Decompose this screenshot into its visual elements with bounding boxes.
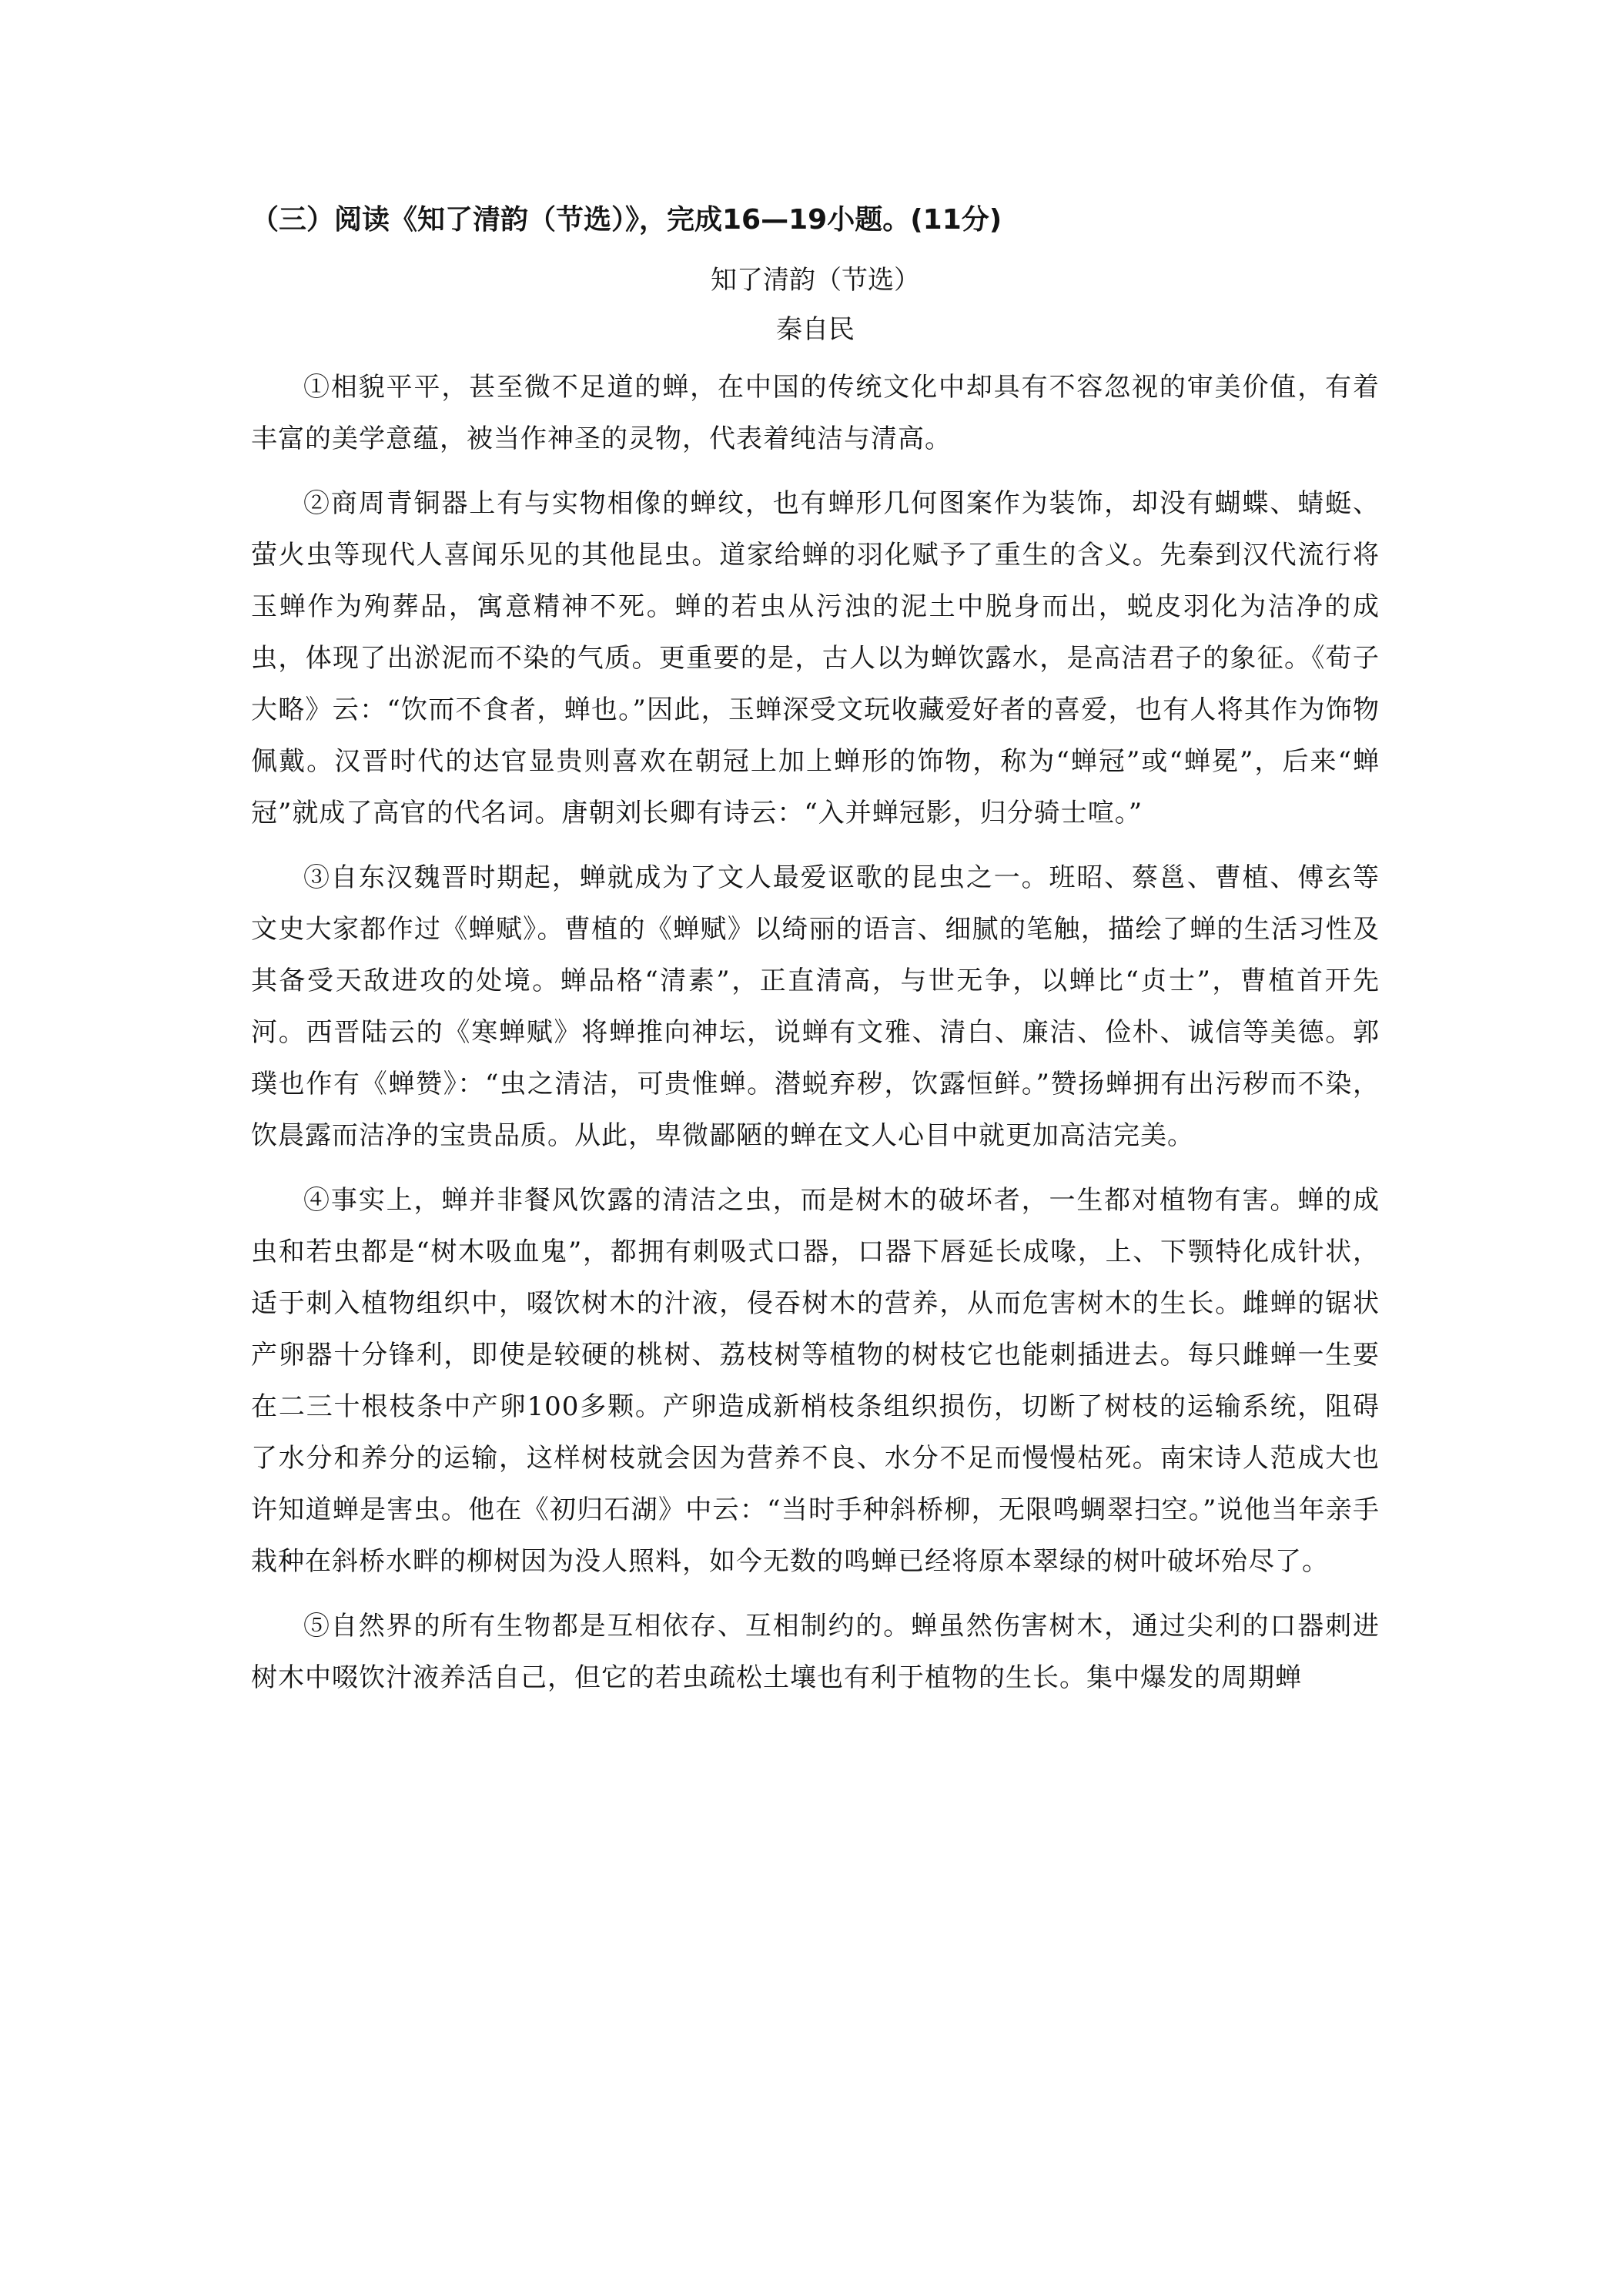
- paragraph-4: ④事实上，蝉并非餐风饮露的清洁之虫，而是树木的破坏者，一生都对植物有害。蝉的成虫和若虫都是“树木吸血鬼”，都拥有刺吸式口器，口器下唇延长成喙，上、下颚特化成针状，适于刺入植物组织中，啜饮树木的汁液，侵吞树木的营养，从而危害树木的生长。雌蝉的锯状产卵器十分锋利，即使是较硬的桃树、荔枝树等植物的树枝它也能刺插进去。每只雌蝉一生要在二三十根枝条中产卵100多颗。产卵造成新梢枝条组织损伤，切断了树枝的运输系统，阻碍了水分和养分的运输，这样树枝就会因为营养不良、水分不足而慢慢枯死。南宋诗人范成大也许知道蝉是害虫。他在《初归石湖》中云：“当时手种斜桥柳，无限鸣蜩翠扫空。”说他当年亲手栽种在斜桥水畔的柳树因为没人照料，如今无数的鸣蝉已经将原本翠绿的树叶破坏殆尽了。: [251, 1185, 1380, 1577]
- paragraph-5: ⑤自然界的所有生物都是互相依存、互相制约的。蝉虽然伤害树木，通过尖利的口器刺进树木中啜饮汁液养活自己，但它的若虫疏松土壤也有利于植物的生长。集中爆发的周期蝉: [251, 1611, 1380, 1693]
- paragraph-1: ①相貌平平，甚至微不足道的蝉，在中国的传统文化中却具有不容忽视的审美价值，有着丰富的美学意蕴，被当作神圣的灵物，代表着纯洁与清高。: [251, 372, 1380, 454]
- article-author: 秦自民: [776, 314, 855, 345]
- paragraph-3: ③自东汉魏晋时期起，蝉就成为了文人最爱讴歌的昆虫之一。班昭、蔡邕、曹植、傅玄等文史大家都作过《蝉赋》。曹植的《蝉赋》以绮丽的语言、细腻的笔触，描绘了蝉的生活习性及其备受天敌进攻的处境。蝉品格“清素”，正直清高，与世无争，以蝉比“贞士”，曹植首开先河。西晋陆云的《寒蝉赋》将蝉推向神坛，说蝉有文雅、清白、廉洁、俭朴、诚信等美德。郭璞也作有《蝉赞》：“虫之清洁，可贵惟蝉。潜蜕弃秽，饮露恒鲜。”赞扬蝉拥有出污秽而不染，饮晨露而洁净的宝贵品质。从此，卑微鄙陋的蝉在文人心目中就更加高洁完美。: [251, 862, 1380, 1151]
- paragraph-2: ②商周青铜器上有与实物相像的蝉纹，也有蝉形几何图案作为装饰，却没有蝴蝶、蜻蜓、萤火虫等现代人喜闻乐见的其他昆虫。道家给蝉的羽化赋予了重生的含义。先秦到汉代流行将玉蝉作为殉葬品，寓意精神不死。蝉的若虫从污浊的泥土中脱身而出，蜕皮羽化为洁净的成虫，体现了出淤泥而不染的气质。更重要的是，古人以为蝉饮露水，是高洁君子的象征。《荀子大略》云：“饮而不食者，蝉也。”因此，玉蝉深受文玩收藏爱好者的喜爱，也有人将其作为饰物佩戴。汉晋时代的达官显贵则喜欢在朝冠上加上蝉形的饰物，称为“蝉冠”或“蝉冕”，后来“蝉冠”就成了高官的代名词。唐朝刘长卿有诗云：“入并蝉冠影，归分骑士喧。”: [251, 488, 1380, 828]
- document-content: [251, 197, 1380, 1717]
- question-heading: （三）阅读《知了清韵（节选）》，完成16—19小题。(11分): [251, 204, 1002, 236]
- article-title: 知了清韵（节选）: [711, 265, 920, 296]
